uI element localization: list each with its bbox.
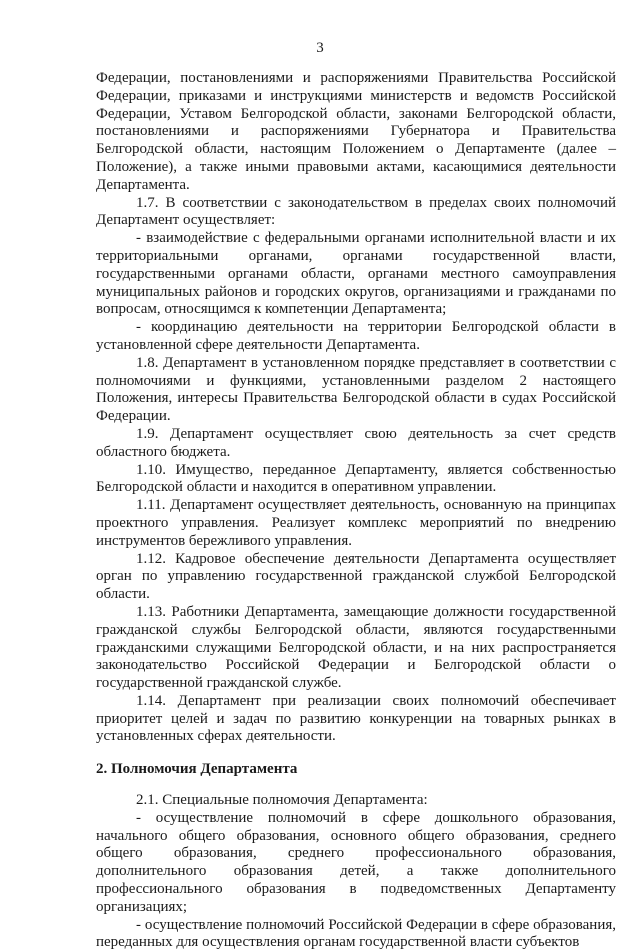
- paragraph-continuation: Федерации, постановлениями и распоряжениями Правительства Российской Федерации, приказами и инструкциями министерств и ведомств Российской Федерации, Уставом Белгородской области, законами Белгородской области, постановлениями и распоряжениями Губернатора и Правительства Белгородской области, настоящим Положением о Департаменте (далее – Положение), а также иными правовыми актами, касающимися деятельности Департамента.: [96, 70, 616, 193]
- page-number: 3: [316, 40, 324, 56]
- list-item-federal-powers: - осуществление полномочий Российской Федерации в сфере образования, переданных для осуществления органам государственной власти субъектов: [96, 916, 616, 951]
- document-body: [96, 70, 616, 952]
- paragraph-1-11: 1.11. Департамент осуществляет деятельность, основанную на принципах проектного управления. Реализует комплекс мероприятий по внедрению инструментов бережливого управления.: [96, 497, 616, 549]
- list-item-education-powers: - осуществление полномочий в сфере дошкольного образования, начального общего образования, основного общего образования, среднего общего образования, среднего профессионального образования, дополнительного образования детей, а также дополнительного профессионального образования в подведомственных Департаменту организациях;: [96, 809, 616, 915]
- paragraph-1-12: 1.12. Кадровое обеспечение деятельности Департамента осуществляет орган по управлению государственной гражданской службой Белгородской области.: [96, 550, 616, 603]
- paragraph-2-1: 2.1. Специальные полномочия Департамента:: [136, 792, 428, 809]
- paragraph-1-14: 1.14. Департамент при реализации своих полномочий обеспечивает приоритет целей и задач по развитию конкуренции на товарных рынках в установленных сферах деятельности.: [96, 692, 616, 745]
- paragraph-1-10: 1.10. Имущество, переданное Департаменту, является собственностью Белгородской области и находится в оперативном управлении.: [96, 461, 616, 496]
- paragraph-1-8: 1.8. Департамент в установленном порядке представляет в соответствии с полномочиями и функциями, установленными разделом 2 настоящего Положения, интересы Правительства Белгородской области в судах Российской Федерации.: [96, 354, 616, 425]
- paragraph-1-13: 1.13. Работники Департамента, замещающие должности государственной гражданской службы Белгородской области, являются государственными гражданскими служащими Белгородской области, и на них распространяется законодательство Российской Федерации и Белгородской области о государственной гражданской службе.: [96, 603, 616, 692]
- list-item-coordination: - координацию деятельности на территории Белгородской области в установленной сфере деятельности Департамента.: [96, 319, 616, 353]
- paragraph-1-7: 1.7. В соответствии с законодательством в пределах своих полномочий Департамент осуществляет:: [96, 194, 616, 229]
- section-title: 2. Полномочия Департамента: [96, 761, 298, 778]
- list-item-interaction: - взаимодействие с федеральными органами исполнительной власти и их территориальными органами, органами государственной власти, государственными органами области, органами местного самоуправления муниципальных районов и городских округов, организациями и гражданами по вопросам, относящимся к компетенции Департамента;: [96, 230, 616, 318]
- paragraph-1-9: 1.9. Департамент осуществляет свою деятельность за счет средств областного бюджета.: [96, 425, 616, 460]
